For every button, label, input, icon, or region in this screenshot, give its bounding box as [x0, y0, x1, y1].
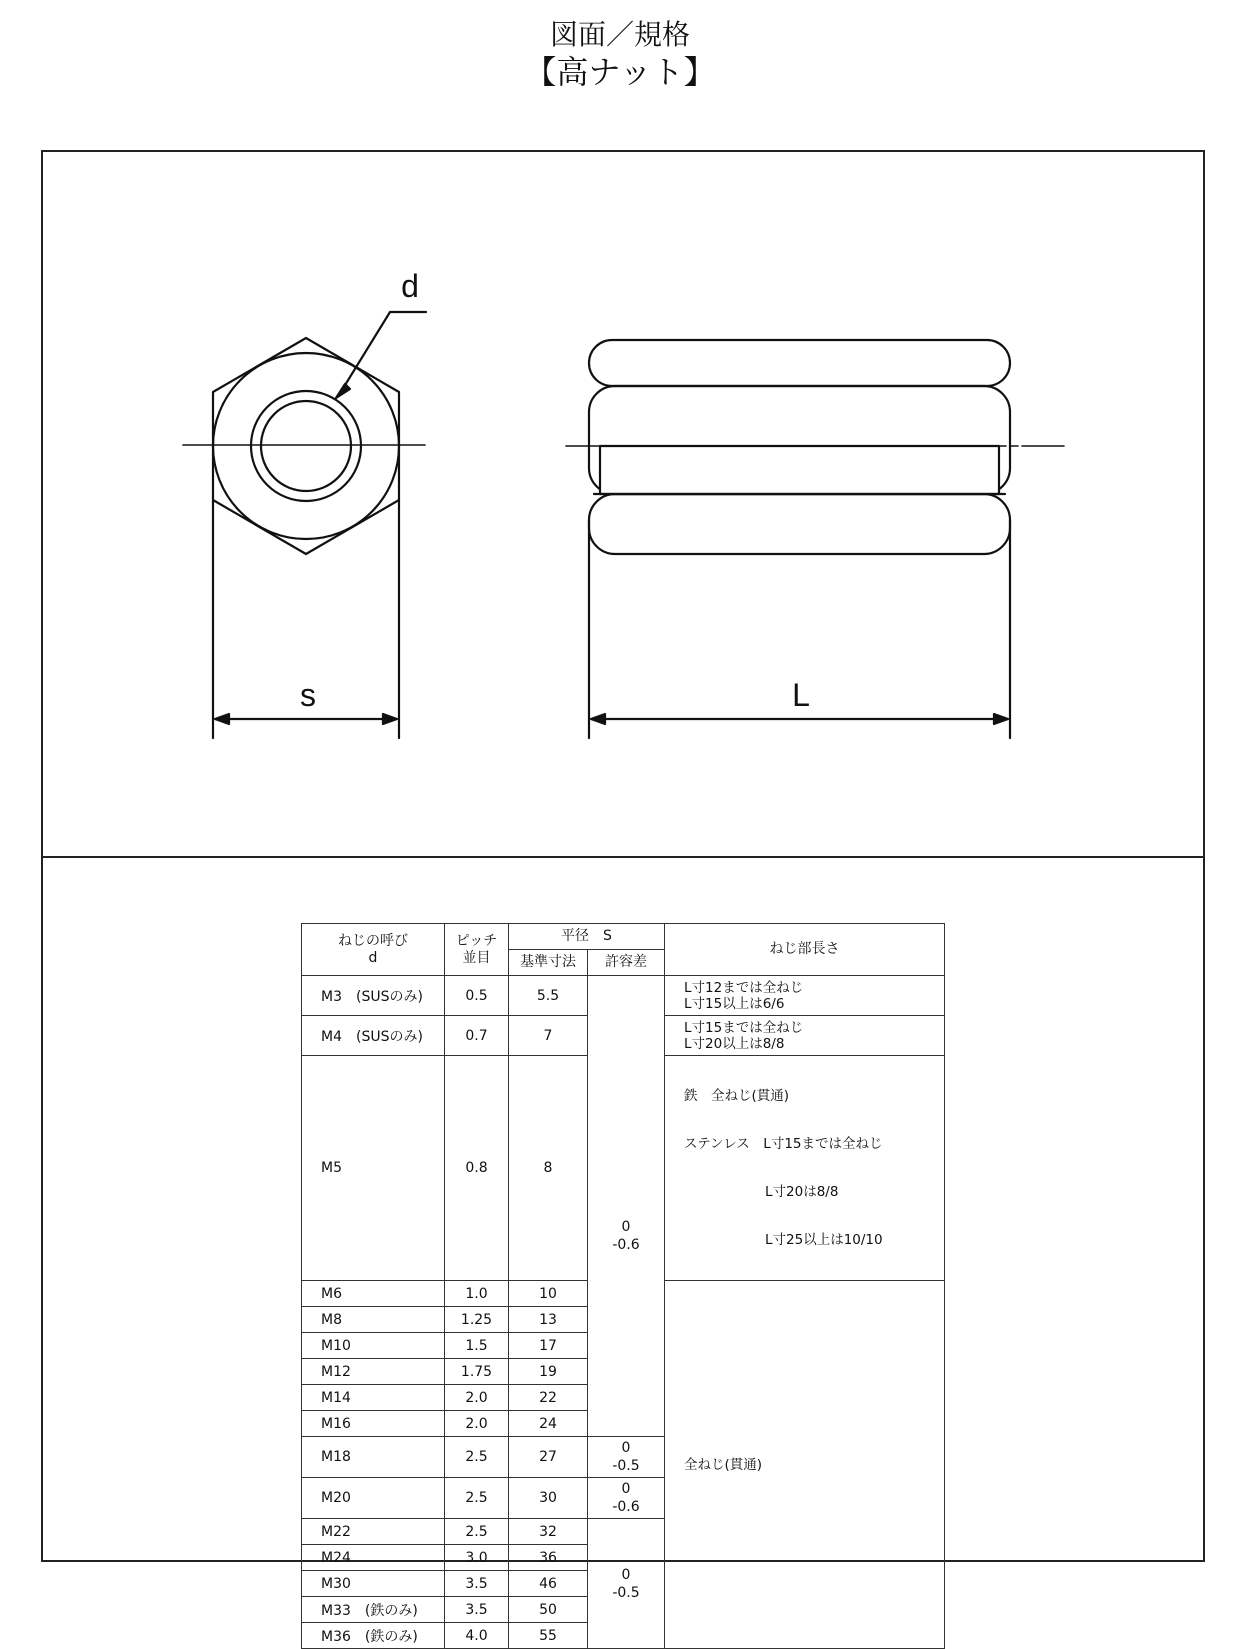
row-name: M12 — [302, 1359, 445, 1385]
header-name-line1: ねじの呼び — [338, 932, 408, 949]
row-name: M33 (鉄のみ) — [302, 1597, 445, 1623]
tol-upper: 0 — [621, 1566, 631, 1583]
thread-note-m6-m36: 全ねじ(貫通) — [665, 1281, 945, 1649]
tol-lower: -0.5 — [612, 1458, 640, 1474]
row-pitch: 1.75 — [445, 1359, 509, 1385]
row-s: 55 — [509, 1623, 588, 1649]
L-arrow-left — [591, 714, 605, 724]
note-line: L寸12までは全ねじ — [684, 979, 804, 996]
row-name: M5 — [302, 1056, 445, 1281]
s-label: s — [300, 677, 316, 713]
row-pitch: 1.5 — [445, 1333, 509, 1359]
header-pitch — [445, 924, 509, 976]
tolerance-m3-m16 — [588, 976, 665, 1437]
row-name: M10 — [302, 1333, 445, 1359]
side-bottom-face — [589, 494, 1010, 554]
row-name: M18 — [302, 1437, 445, 1478]
tol-upper: 0 — [621, 1219, 631, 1235]
row-pitch: 0.7 — [445, 1016, 509, 1056]
row-pitch: 0.5 — [445, 976, 509, 1016]
tolerance-m20 — [588, 1478, 665, 1519]
note-line: L寸15までは全ねじ — [684, 1019, 804, 1036]
thread-note-m4 — [665, 1016, 945, 1056]
row-pitch: 4.0 — [445, 1623, 509, 1649]
header-pitch-line1: ピッチ — [455, 932, 498, 949]
row-name: M3 (SUSのみ) — [302, 976, 445, 1016]
d-label: d — [401, 268, 419, 304]
row-s: 27 — [509, 1437, 588, 1478]
hex-outline — [213, 338, 399, 554]
row-s: 22 — [509, 1385, 588, 1411]
row-name: M6 — [302, 1281, 445, 1307]
L-label: L — [792, 677, 810, 713]
row-s: 19 — [509, 1359, 588, 1385]
row-pitch: 2.5 — [445, 1478, 509, 1519]
row-name: M20 — [302, 1478, 445, 1519]
thread-note-m5 — [665, 1056, 945, 1281]
tolerance-m18 — [588, 1437, 665, 1478]
note-line: L寸15以上は6/6 — [684, 995, 785, 1012]
note-line: L寸20以上は8/8 — [684, 1035, 785, 1052]
thread-inner-circle — [261, 401, 351, 491]
tolerance-m22-m36 — [588, 1519, 665, 1649]
tol-lower: -0.6 — [612, 1237, 640, 1253]
row-pitch: 2.0 — [445, 1411, 509, 1437]
row-s: 13 — [509, 1307, 588, 1333]
header-name — [302, 924, 445, 976]
spec-table — [301, 923, 945, 1649]
note-line: ステンレス L寸15までは全ねじ — [684, 1136, 883, 1152]
header-pitch-line2: 並目 — [462, 949, 491, 966]
header-thread-length: ねじ部長さ — [665, 924, 945, 976]
header-width-base: 基準寸法 — [509, 950, 588, 976]
s-arrow-right — [383, 714, 397, 724]
header-name-line2: d — [368, 949, 378, 966]
row-pitch: 2.5 — [445, 1437, 509, 1478]
row-s: 10 — [509, 1281, 588, 1307]
row-name: M22 — [302, 1519, 445, 1545]
page-title: 図面／規格 — [549, 18, 690, 51]
header-row-1 — [302, 924, 945, 950]
row-pitch: 1.0 — [445, 1281, 509, 1307]
s-arrow-left — [215, 714, 229, 724]
row-pitch: 3.5 — [445, 1571, 509, 1597]
row-pitch: 2.5 — [445, 1519, 509, 1545]
row-s: 30 — [509, 1478, 588, 1519]
row-name: M30 — [302, 1571, 445, 1597]
row-pitch: 2.0 — [445, 1385, 509, 1411]
L-arrow-right — [994, 714, 1008, 724]
note-line: 鉄 全ねじ(貫通) — [684, 1088, 790, 1104]
header-width-group: 平径 S — [509, 924, 665, 950]
tol-lower: -0.6 — [612, 1499, 640, 1515]
header-width-tol: 許容差 — [588, 950, 665, 976]
row-pitch: 1.25 — [445, 1307, 509, 1333]
row-name: M8 — [302, 1307, 445, 1333]
tol-lower: -0.5 — [612, 1584, 640, 1601]
row-s: 17 — [509, 1333, 588, 1359]
row-pitch: 3.0 — [445, 1545, 509, 1571]
row-s: 32 — [509, 1519, 588, 1545]
side-thread-bore — [600, 446, 999, 494]
chamfer-circle — [213, 353, 399, 539]
row-name: M14 — [302, 1385, 445, 1411]
row-s: 46 — [509, 1571, 588, 1597]
d-leader-line — [342, 312, 426, 390]
thread-note-m3 — [665, 976, 945, 1016]
thread-outer-circle — [251, 391, 361, 501]
row-s: 36 — [509, 1545, 588, 1571]
row-s: 24 — [509, 1411, 588, 1437]
table-row — [302, 976, 945, 1016]
tol-upper: 0 — [621, 1481, 631, 1497]
row-name: M36 (鉄のみ) — [302, 1623, 445, 1649]
row-pitch: 3.5 — [445, 1597, 509, 1623]
note-line: L寸25以上は10/10 — [684, 1232, 883, 1248]
row-name: M16 — [302, 1411, 445, 1437]
row-pitch: 0.8 — [445, 1056, 509, 1281]
row-s: 5.5 — [509, 976, 588, 1016]
row-s: 8 — [509, 1056, 588, 1281]
page-subtitle: 【高ナット】 — [524, 53, 716, 91]
d-leader-arrow — [336, 384, 350, 398]
row-s: 50 — [509, 1597, 588, 1623]
side-top-face — [589, 340, 1010, 386]
row-name: M24 — [302, 1545, 445, 1571]
tol-upper: 0 — [621, 1440, 631, 1456]
row-s: 7 — [509, 1016, 588, 1056]
note-line: L寸20は8/8 — [684, 1184, 839, 1200]
row-name: M4 (SUSのみ) — [302, 1016, 445, 1056]
